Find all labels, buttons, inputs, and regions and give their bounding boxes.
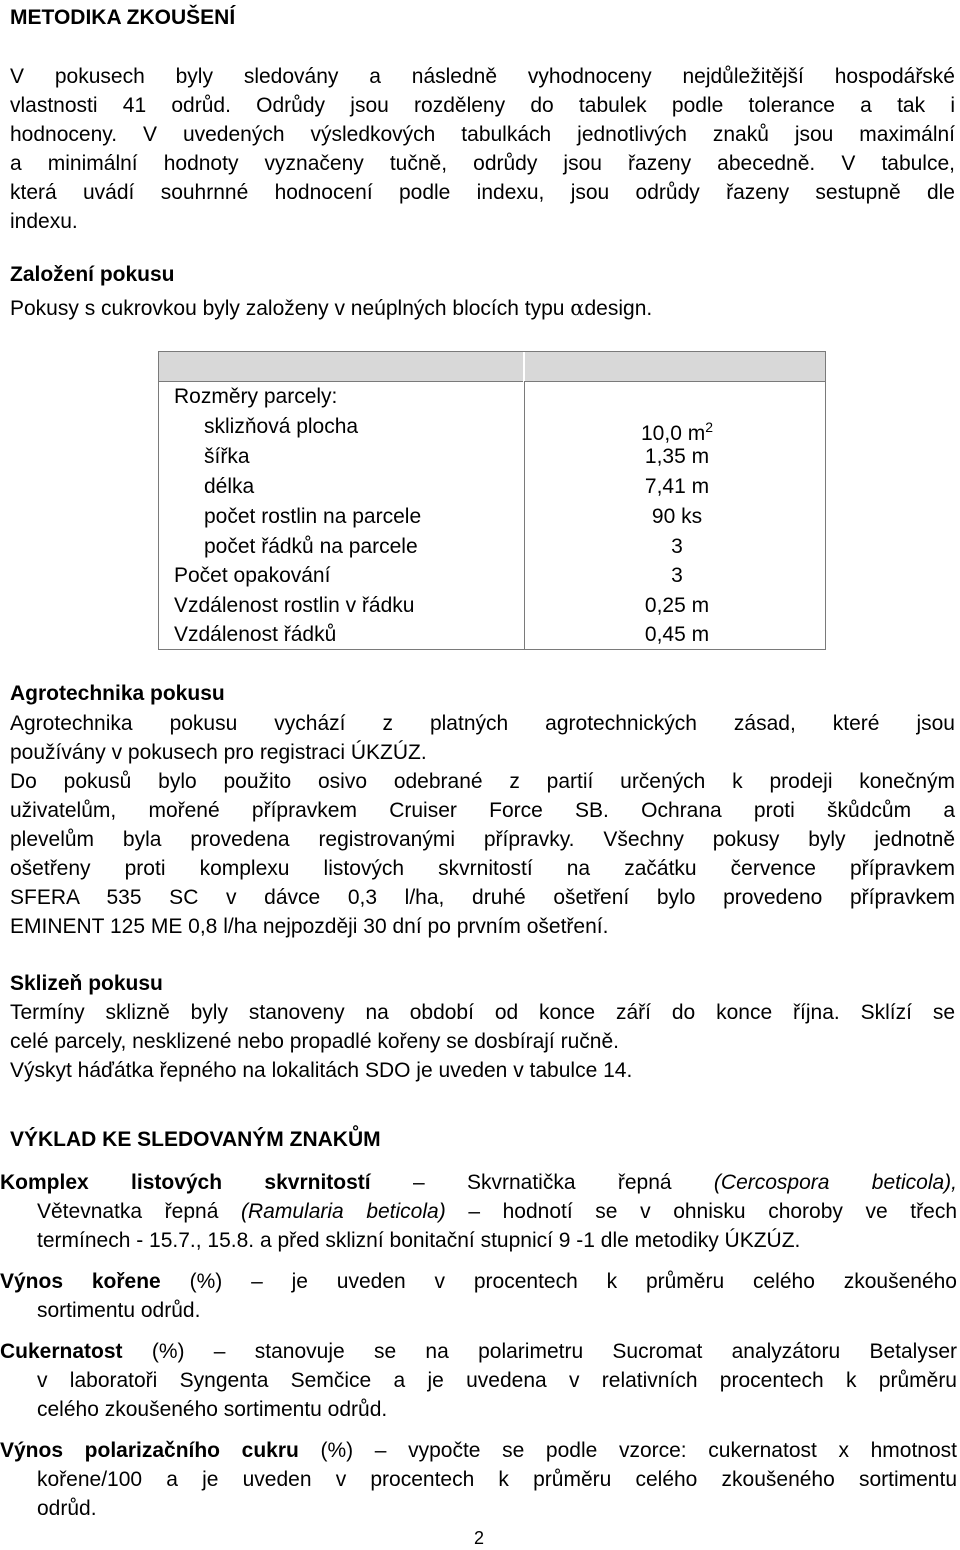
definition-line: termínech - 15.7., 15.8. a před sklizní bonitační stupnicí 9 -1 dle metodiky ÚKZÚZ. [37,1229,801,1252]
metodika-line: hodnoceny. V uvedených výsledkových tabulkách jednotlivých znaků jsou maximální [10,123,955,146]
section-title-sklizen: Sklizeň pokusu [10,972,163,995]
agrotechnika-line: plevelům byla provedena registrovanými přípravky. Všechny pokusy byly jednotně [10,828,955,851]
definition-line [0,1168,957,1197]
table-row-value [577,414,777,447]
table-row-value: 90 ks [651,505,703,528]
zalozeni-text [10,296,652,321]
table-column-divider [524,381,525,649]
definition-line [0,1436,957,1465]
superscript: 2 [705,419,713,435]
agrotechnika-line: ošetřeny proti komplexu listových skvrnitostí na začátku července přípravkem [10,857,955,880]
metodika-line: V pokusech byly sledovány a následně vyhodnoceny nejdůležitější hospodářské [10,65,955,88]
definition-line [0,1197,957,1226]
definition-term: Výnos kořene [0,1270,161,1293]
definition-vynos-cukru [0,1436,957,1523]
table-row-label: sklizňová plocha [204,415,359,438]
definition-text: – hodnotí se v ohnisku choroby ve třech [445,1200,957,1223]
agrotechnika-line: Agrotechnika pokusu vychází z platných agrotechnických zásad, které jsou [10,712,955,735]
latin-name: (Ramularia beticola) [241,1200,446,1223]
agrotechnika-line: EMINENT 125 ME 0,8 l/ha nejpozději 30 dní po prvním ošetření. [10,915,609,938]
definition-cukernatost [0,1337,957,1424]
agrotechnika-line: SFERA 535 SC v dávce 0,3 l/ha, druhé ošetření bylo provedeno přípravkem [10,886,955,909]
metodika-line: a minimální hodnoty vyznačeny tučně, odrůdy jsou řazeny abecedně. V tabulce, [10,152,955,175]
table-value-text: 10,0 m [641,422,706,445]
agrotechnika-line: uživatelům, mořené přípravkem Cruiser Force SB. Ochrana proti škůdcům a [10,799,955,822]
sklizen-line: Výskyt háďátka řepného na lokalitách SDO je uveden v tabulce 14. [10,1059,633,1082]
agrotechnika-line: Do pokusů bylo použito osivo odebrané z partií určených k prodeji konečným [10,770,955,793]
page-number: 2 [474,1528,485,1548]
definition-line: celého zkoušeného sortimentu odrůd. [37,1398,388,1421]
table-row-label: Vzdálenost řádků [174,623,337,646]
table-row-value: 1,35 m [644,445,710,468]
metodika-line: indexu. [10,210,78,233]
section-title-zalozeni: Založení pokusu [10,263,175,286]
table-row-label: délka [204,475,255,498]
table-header-cell-left [159,352,523,382]
metodika-line: která uvádí souhrnné hodnocení podle indexu, jsou odrůdy řazeny sestupně dle [10,181,955,204]
definition-term: Cukernatost [0,1340,123,1363]
latin-name: (Cercospora beticola), [713,1171,957,1194]
definition-line: v laboratoři Syngenta Semčice a je uvedena v relativních procentech k průměru [37,1369,957,1392]
definition-term: Komplex listových skvrnitostí [0,1171,371,1194]
table-row-value: 3 [671,564,683,587]
definition-line: sortimentu odrůd. [37,1299,201,1322]
definition-line [0,1267,957,1296]
table-row-label: šířka [204,445,250,468]
table-row-value: 7,41 m [644,475,710,498]
sklizen-line: Termíny sklizně byly stanoveny na období od konce září do konce října. Sklízí se [10,1001,955,1024]
table-row-label: Vzdálenost rostlin v řádku [174,594,415,617]
table-row-label: Rozměry parcely: [174,385,338,408]
agrotechnika-line: používány v pokusech pro registraci ÚKZÚZ. [10,741,427,764]
definition-komplex [0,1168,957,1255]
definition-text: – Skvrnatička řepná [370,1171,714,1194]
alpha-symbol: α [570,296,585,320]
metodika-line: vlastnosti 41 odrůd. Odrůdy jsou rozděleny do tabulek podle tolerance a tak i [10,94,955,117]
definition-term: Výnos polarizačního cukru [0,1439,299,1462]
table-header-divider [523,352,525,381]
section-title-vyklad: VÝKLAD KE SLEDOVANÝM ZNAKŮM [10,1128,381,1151]
table-row-label: Počet opakování [174,564,331,587]
table-row-value: 3 [671,535,683,558]
definition-text: (%) – stanovuje se na polarimetru Sucromat analyzátoru Betalyser [122,1340,957,1363]
table-row-label: počet řádků na parcele [204,535,418,558]
section-title-metodika: METODIKA ZKOUŠENÍ [10,6,236,29]
definition-vynos-korene [0,1267,957,1325]
definition-text: (%) – vypočte se podle vzorce: cukernatost x hmotnost [298,1439,957,1462]
zalozeni-text-suffix: design. [584,297,653,320]
definition-line [0,1337,957,1366]
parcel-table [158,351,826,650]
table-row-value: 0,45 m [644,623,710,646]
table-row-label: počet rostlin na parcele [204,505,422,528]
table-row-value: 0,25 m [644,594,710,617]
section-title-agrotechnika: Agrotechnika pokusu [10,682,225,705]
zalozeni-text-prefix: Pokusy s cukrovkou byly založeny v neúplných blocích typu [10,297,571,320]
table-header-cell-right [525,352,825,382]
sklizen-line: celé parcely, nesklizené nebo propadlé kořeny se dosbírají ručně. [10,1030,619,1053]
definition-text: Větevnatka řepná [37,1200,242,1223]
definition-text: (%) – je uveden v procentech k průměru celého zkoušeného [160,1270,957,1293]
definition-line: odrůd. [37,1497,97,1520]
definition-line: kořene/100 a je uveden v procentech k průměru celého zkoušeného sortimentu [37,1468,957,1491]
